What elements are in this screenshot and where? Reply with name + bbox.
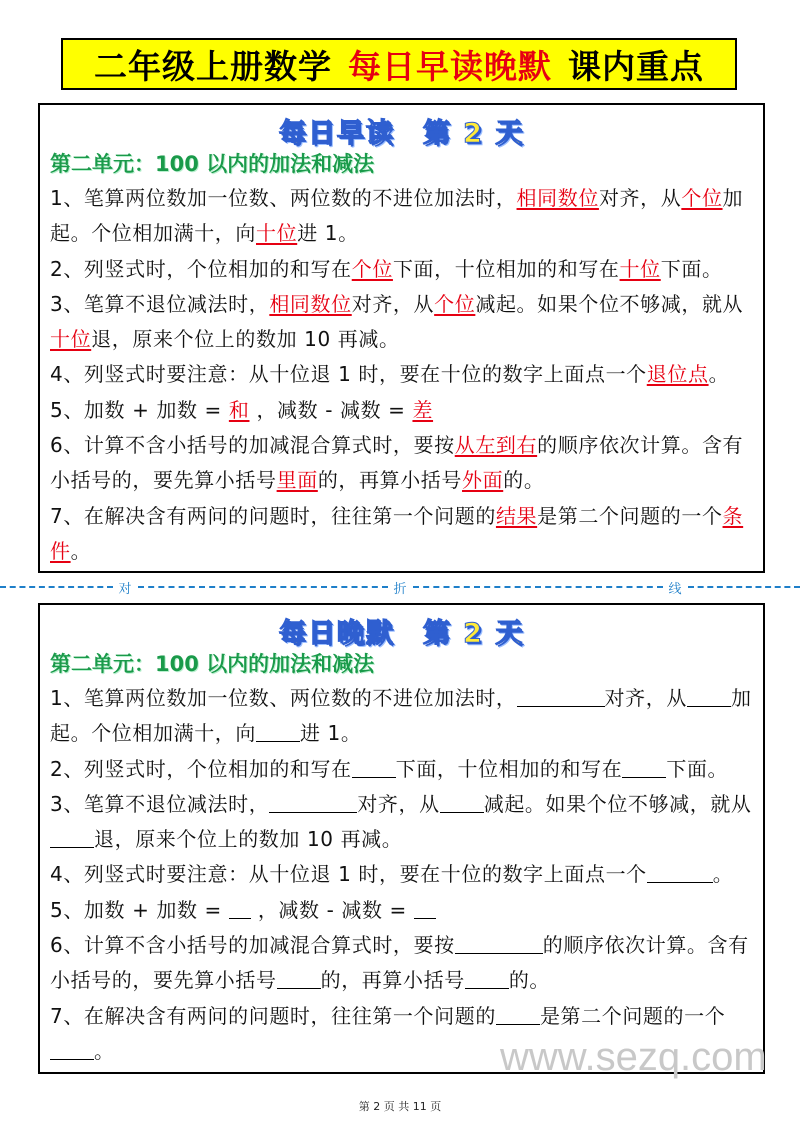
fold-label-c: 线 — [668, 581, 682, 597]
answer-blank[interactable] — [622, 755, 666, 778]
evening-unit-title: 第二单元：100 以内的加法和减法 — [50, 652, 375, 676]
key-answer: 退位点 — [646, 362, 709, 387]
item-4 — [50, 857, 753, 892]
item-6 — [50, 428, 753, 499]
answer-blank[interactable] — [687, 684, 731, 707]
evening-paragraphs — [50, 681, 753, 1069]
fold-label-b: 折 — [393, 581, 407, 597]
item-3 — [50, 287, 753, 358]
text: 进 1。 — [300, 721, 362, 746]
item-3 — [50, 787, 753, 858]
evening-day: 第 2 天 — [422, 618, 525, 649]
text: 2、列竖式时，个位相加的和写在 — [50, 256, 352, 281]
key-answer: 差 — [412, 397, 434, 422]
answer-blank[interactable] — [414, 896, 436, 919]
item-5 — [50, 893, 753, 928]
text: 1、笔算两位数加一位数、两位数的不进位加法时， — [50, 686, 517, 710]
text: 对齐，从 — [351, 291, 435, 316]
item-1 — [50, 181, 753, 252]
title-right: 课内重点 — [568, 46, 704, 86]
text: 。 — [70, 538, 92, 563]
morning-heading — [50, 111, 753, 147]
text: 加起。个位相加满十，向 — [50, 186, 744, 246]
title-left: 二年级上册数学 — [94, 46, 332, 86]
text: 下面。 — [660, 256, 723, 281]
morning-head-text: 每日早读 — [278, 118, 395, 149]
answer-blank[interactable] — [269, 790, 357, 813]
answer-blank[interactable] — [50, 825, 94, 848]
text: 下面，十位相加的和写在 — [395, 756, 623, 781]
answer-blank[interactable] — [256, 719, 300, 742]
text: 。 — [708, 362, 730, 387]
fold-line — [0, 578, 800, 596]
item-1 — [50, 681, 753, 752]
text: 5、加数 + 加数 = — [50, 397, 229, 422]
morning-reading-box — [38, 103, 765, 573]
text: 2、列竖式时，个位相加的和写在 — [50, 756, 352, 781]
key-answer: 条件 — [50, 503, 744, 563]
text: 4、列竖式时要注意：从十位退 1 时，要在十位的数字上面点一个 — [50, 862, 647, 887]
key-answer: 个位 — [681, 186, 723, 210]
key-answer: 和 — [228, 397, 250, 422]
evening-dictation-box — [38, 603, 765, 1074]
text: 减起。如果个位不够减，就从 — [475, 291, 744, 316]
text: 对齐，从 — [598, 186, 682, 210]
answer-blank[interactable] — [50, 1037, 94, 1060]
evening-heading — [50, 611, 753, 647]
text: 退，原来个位上的数加 10 再减。 — [91, 327, 400, 352]
key-answer: 十位 — [256, 221, 298, 246]
answer-blank[interactable] — [647, 860, 713, 883]
text: 3、笔算不退位减法时， — [50, 291, 270, 316]
answer-blank[interactable] — [440, 790, 484, 813]
text: 6、计算不含小括号的加减混合算式时，要按 — [50, 433, 455, 458]
text: 进 1。 — [297, 221, 359, 246]
answer-blank[interactable] — [277, 966, 321, 989]
key-answer: 相同数位 — [516, 186, 599, 210]
text: 的。 — [503, 468, 545, 493]
answer-blank[interactable] — [352, 755, 396, 778]
key-answer: 十位 — [50, 327, 92, 352]
text: 的顺序依次计算。含有小括号的，要先算小括号 — [50, 933, 749, 993]
text: 。 — [94, 1038, 115, 1063]
item-7 — [50, 499, 753, 570]
watermark: www.sezq.com — [500, 1035, 767, 1079]
morning-day: 第 2 天 — [422, 118, 525, 149]
page-number: 第 2 页 共 11 页 — [358, 1100, 442, 1113]
key-answer: 里面 — [276, 468, 318, 493]
text: 5、加数 + 加数 = — [50, 897, 229, 922]
answer-blank[interactable] — [455, 931, 543, 954]
key-answer: 相同数位 — [269, 291, 352, 316]
text: 加起。个位相加满十，向 — [50, 686, 752, 746]
key-answer: 个位 — [351, 256, 393, 281]
text: 6、计算不含小括号的加减混合算式时，要按 — [50, 933, 455, 958]
text: 的，再算小括号 — [317, 468, 463, 493]
text: ，减数 - 减数 = — [249, 397, 413, 422]
answer-blank[interactable] — [517, 684, 605, 707]
fold-label-a: 对 — [118, 581, 132, 597]
key-answer: 结果 — [495, 503, 538, 528]
text: 是第二个问题的一个 — [537, 503, 723, 528]
text: 7、在解决含有两问的问题时，往往第一个问题的 — [50, 503, 496, 528]
evening-head-text: 每日晚默 — [278, 618, 395, 649]
morning-unit-title: 第二单元：100 以内的加法和减法 — [50, 152, 375, 176]
text: 。 — [712, 862, 734, 887]
answer-blank[interactable] — [229, 896, 251, 919]
text: ，减数 - 减数 = — [250, 897, 414, 922]
text: 4、列竖式时要注意：从十位退 1 时，要在十位的数字上面点一个 — [50, 362, 647, 387]
item-5 — [50, 393, 753, 428]
page-title — [61, 38, 737, 90]
text: 的。 — [508, 968, 551, 993]
title-middle: 每日早读晚默 — [348, 46, 552, 86]
text: 下面，十位相加的和写在 — [392, 256, 620, 281]
item-2 — [50, 252, 753, 287]
text: 的，再算小括号 — [320, 968, 465, 993]
morning-paragraphs — [50, 181, 753, 569]
item-2 — [50, 752, 753, 787]
key-answer: 个位 — [434, 291, 476, 316]
key-answer: 从左到右 — [454, 433, 538, 458]
answer-blank[interactable] — [496, 1002, 540, 1025]
text: 下面。 — [666, 756, 729, 781]
item-6 — [50, 928, 753, 999]
text: 7、在解决含有两问的问题时，往往第一个问题的 — [50, 1003, 496, 1028]
key-answer: 十位 — [619, 256, 661, 281]
text: 减起。如果个位不够减，就从 — [483, 791, 752, 816]
answer-blank[interactable] — [465, 966, 509, 989]
text: 1、笔算两位数加一位数、两位数的不进位加法时， — [50, 186, 517, 210]
text: 对齐，从 — [357, 791, 440, 816]
item-4 — [50, 357, 753, 392]
text: 是第二个问题的一个 — [539, 1003, 726, 1028]
text: 3、笔算不退位减法时， — [50, 791, 270, 816]
text: 对齐，从 — [604, 686, 687, 710]
key-answer: 外面 — [462, 468, 504, 493]
text: 退，原来个位上的数加 10 再减。 — [94, 827, 403, 852]
text: 的顺序依次计算。含有小括号的，要先算小括号 — [50, 433, 744, 493]
